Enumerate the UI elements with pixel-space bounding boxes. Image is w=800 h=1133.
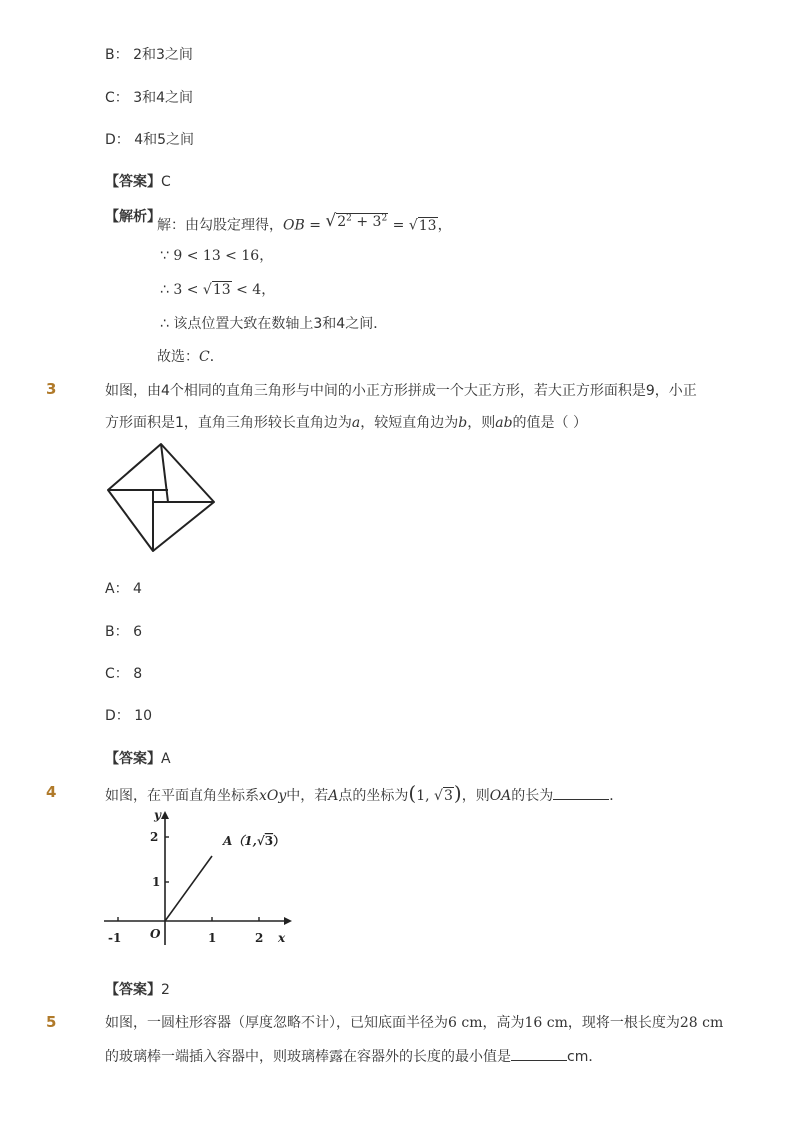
option-letter: A	[105, 581, 115, 597]
outer-square	[108, 444, 214, 551]
option-text: 4	[133, 581, 142, 597]
question-number: 5	[46, 1013, 57, 1031]
question-number: 3	[46, 380, 57, 398]
option-text: 6	[133, 624, 142, 640]
x-axis-label: x	[278, 931, 286, 945]
option-text: 3和4之间	[133, 90, 194, 106]
option-letter: D	[105, 132, 116, 148]
answer-blank[interactable]	[511, 1060, 567, 1061]
option-c[interactable]: C： 8	[105, 666, 143, 682]
option-d[interactable]: D： 10	[105, 708, 153, 724]
option-letter: C	[105, 90, 115, 106]
analysis-line-5: 故选：C．	[157, 349, 224, 365]
segment-oa	[165, 856, 212, 921]
triangle-leg	[161, 444, 168, 502]
option-letter: C	[105, 666, 115, 682]
answer-row	[105, 172, 171, 192]
answer-value: 2	[161, 982, 170, 998]
answer-label: 【答案】	[105, 982, 161, 998]
analysis-line-3: ∴ 3 < √13 < 4，	[160, 282, 276, 298]
question-5-line-2: 的玻璃棒一端插入容器中，则玻璃棒露在容器外的长度的最小值是 cm．	[105, 1049, 603, 1065]
answer-blank[interactable]	[553, 799, 609, 800]
square-diagram	[100, 440, 225, 560]
analysis-line-4: ∴ 该点位置大致在数轴上3和4之间．	[160, 316, 388, 332]
point-a-label: A（1,√3）	[223, 834, 286, 848]
answer-label: 【答案】	[105, 751, 161, 767]
answer-label: 【答案】	[105, 174, 161, 190]
option-text: 10	[134, 708, 153, 724]
x-tick-label: 1	[208, 931, 217, 945]
option-b[interactable]: B： 2和3之间	[105, 47, 193, 63]
question-number: 4	[46, 783, 57, 801]
option-b[interactable]: B： 6	[105, 624, 142, 640]
y-tick-label: 1	[152, 875, 161, 889]
analysis-label: 【解析】	[105, 209, 161, 225]
answer-row	[105, 980, 170, 1000]
analysis-line-1: 解：由勾股定理得，OB = $√2^2 + 3^2 = √13$，	[157, 210, 452, 234]
question-3-line-2: 方形面积是1，直角三角形较长直角边为a，较短直角边为b，则ab的值是（ ）	[105, 415, 587, 431]
option-d[interactable]: D： 4和5之间	[105, 132, 195, 148]
option-text: 2和3之间	[133, 47, 193, 63]
answer-value: C	[161, 174, 171, 190]
x-tick-label: 2	[255, 931, 264, 945]
y-axis-label: y	[154, 808, 161, 822]
answer-value: A	[161, 751, 171, 767]
y-tick-label: 2	[150, 830, 159, 844]
question-5-line-1: 如图，一圆柱形容器（厚度忽略不计），已知底面半径为6 cm，高为16 cm，现将一根长度为28 cm	[105, 1015, 724, 1031]
sqrt-expression: $√2^2 + 3^2$	[325, 210, 388, 231]
question-3-line-1: 如图，由4个相同的直角三角形与中间的小正方形拼成一个大正方形，若大正方形面积是9，小正	[105, 383, 697, 399]
answer-row	[105, 749, 171, 769]
coordinate-graph	[100, 805, 300, 955]
option-letter: B	[105, 47, 115, 63]
analysis-line-2: ∵ 9 < 13 < 16，	[160, 248, 274, 264]
option-c[interactable]: C： 3和4之间	[105, 90, 194, 106]
option-letter: B	[105, 624, 115, 640]
option-text: 4和5之间	[134, 132, 195, 148]
option-text: 8	[133, 666, 143, 682]
origin-label: O	[150, 927, 161, 941]
option-a[interactable]: A： 4	[105, 581, 142, 597]
option-letter: D	[105, 708, 116, 724]
x-tick-label: -1	[108, 931, 122, 945]
question-4-text: 如图，在平面直角坐标系xOy中，若A点的坐标为(1, √3)，则OA的长为 ．	[105, 781, 624, 805]
